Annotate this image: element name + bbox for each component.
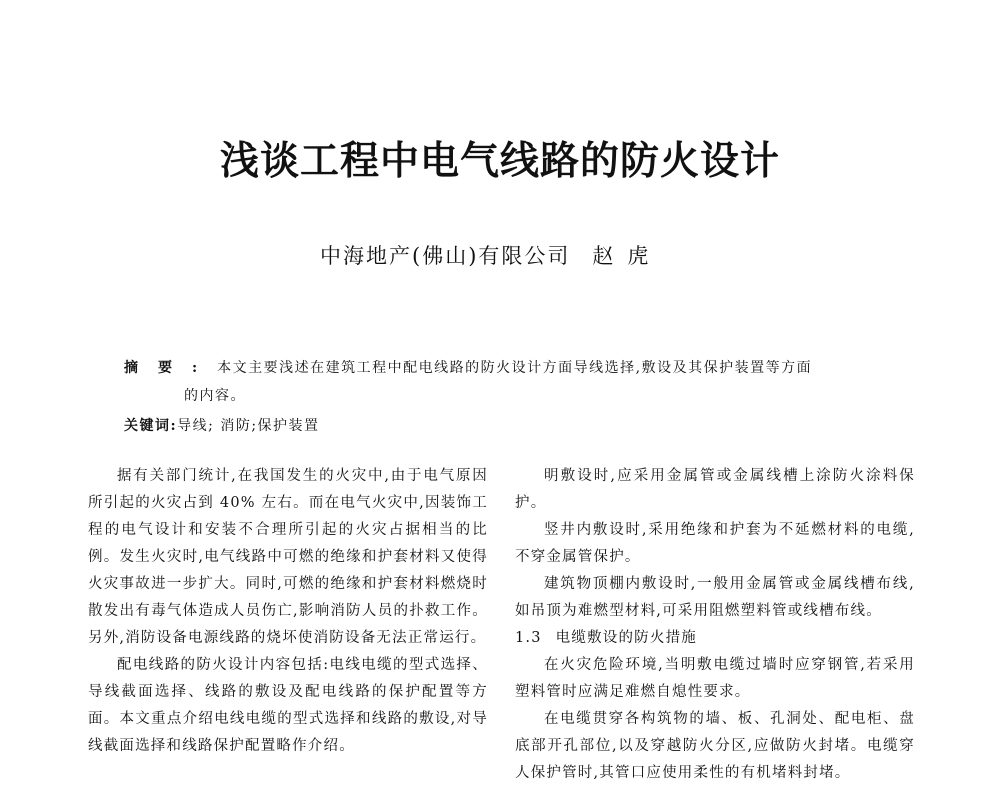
section-heading [515, 625, 915, 652]
byline [320, 240, 662, 270]
keywords-label: 关键词: [124, 418, 178, 434]
body-paragraph: 明敷设时,应采用金属管或金属线槽上涂防火涂料保护。 [515, 468, 915, 511]
body-paragraph: 在火灾危险环境,当明敷电缆过墙时应穿钢管,若采用塑料管时应满足难燃自熄性要求。 [515, 657, 915, 700]
abstract-continuation [184, 385, 246, 405]
abstract-text-line2: 的内容。 [184, 388, 246, 404]
body-paragraph: 竖井内敷设时,采用绝缘和护套为不延燃材料的电缆,不穿金属管保护。 [515, 522, 915, 565]
paper-title: 浅谈工程中电气线路的防火设计 [219, 138, 780, 184]
author-name: 赵虎 [592, 244, 663, 268]
left-column [88, 463, 488, 760]
abstract-text-line1: 本文主要浅述在建筑工程中配电线路的防火设计方面导线选择,敷设及其保护装置等方面 [217, 360, 813, 376]
affiliation: 中海地产(佛山)有限公司 [320, 244, 571, 268]
body-paragraph: 在电缆贯穿各构筑物的墙、板、孔洞处、配电柜、盘底部开孔部位,以及穿越防火分区,应做防火封堵。电缆穿人保护管时,其管口应使用柔性的有机堵料封堵。 [515, 711, 915, 781]
body-paragraph: 据有关部门统计,在我国发生的火灾中,由于电气原因所引起的火灾占到 40% 左右。而在电气火灾中,因装饰工程的电气设计和安装不合理所引起的火灾占据相当的比例。发生火灾时,电气线路中可燃的绝缘和护套材料又使得火灾事故进一步扩大。同时,可燃的绝缘和护套材料燃烧时散发出有毒气体造成人员伤亡,影响消防人员的扑救工作。另外,消防设备电源线路的烧坏使消防设备无法正常运行。 [88, 468, 488, 646]
abstract [124, 357, 812, 377]
body-paragraph: 配电线路的防火设计内容包括:电线电缆的型式选择、导线截面选择、线路的敷设及配电线路的保护配置等方面。本文重点介绍电线电缆的型式选择和线路的敷设,对导线截面选择和线路保护配置略作介绍。 [88, 657, 488, 754]
right-column [515, 463, 915, 787]
section-number: 1.3 [515, 630, 542, 646]
keywords-text: 导线; 消防;保护装置 [177, 418, 320, 434]
keywords [124, 415, 320, 435]
body-paragraph: 建筑物顶棚内敷设时,一般用金属管或金属线槽布线,如吊顶为难燃型材料,可采用阻燃塑料管或线槽布线。 [515, 576, 915, 619]
abstract-label: 摘要: [124, 360, 218, 376]
section-title: 电缆敷设的防火措施 [555, 630, 697, 646]
